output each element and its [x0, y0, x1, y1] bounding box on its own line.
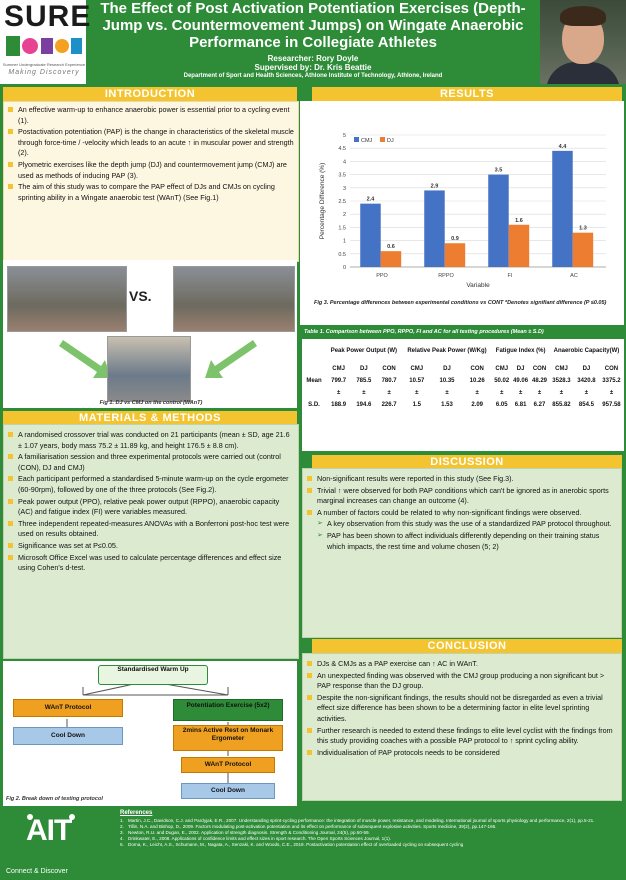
list-item: A familiarisation session and three experimental protocols were carried out (control (CON), DJ and CMJ)	[6, 452, 292, 473]
list-item: Trivial ↑ were observed for both PAP conditions which can't be ignored as in anerobic sports marginal increases can change an outcome (4).	[305, 486, 615, 507]
table-cell: ±	[475, 390, 479, 396]
table-row	[302, 375, 624, 387]
list-item: Three independent repeated-measures ANOVAs with a Bonferroni post-hoc test were used on results obtained.	[6, 519, 292, 540]
table-subheader: CMJ	[410, 366, 424, 372]
reference-item: 3. Newton, R.U. and Dugan, E., 2002. Application of strength diagnosis. Strength & Conditioning Journal, 24(5), pp.50-59.	[120, 830, 370, 835]
y-tick-label: 1.5	[338, 225, 346, 232]
bar	[445, 243, 465, 267]
bar-data-label: 2.4	[366, 196, 375, 203]
list-item: Significance was set at P≤0.05.	[6, 541, 292, 552]
table-cell: ±	[415, 390, 419, 396]
table-row	[302, 387, 624, 399]
list-item: Postactivation potentiation (PAP) is the change in characteristics of the skeletal muscle through force-time / -velocity which leads to an acute ↑ in muscular power and strength (2).	[6, 127, 294, 159]
discussion-panel	[302, 468, 622, 638]
conclusion-bullets	[303, 654, 621, 758]
list-item: Non-significant results were reported in this study (See Fig.3).	[305, 474, 615, 485]
table-1-caption: Table 1. Comparison between PPO, RPPO, FI and AC for all testing procedures (Mean ± S.D)	[304, 329, 544, 335]
bar	[381, 251, 401, 267]
results-figure	[300, 101, 624, 325]
reference-item: 2. Tillin, N.A. and Bishop, D., 2009. Factors modulating post-activation potentiation and its effect on performance of subsequent explosive activities. Sports medicine, 39(2), pp.147-166.	[120, 824, 497, 829]
flow-active-rest: 2mins Active Rest on Monark Ergometer	[173, 725, 283, 751]
y-axis-label: Percentage Difference (%)	[319, 162, 326, 240]
list-item: Individualisation of PAP protocols needs to be considered	[305, 748, 615, 759]
x-tick-label: RPPO	[438, 273, 454, 279]
list-item: A randomised crossover trial was conducted on 21 participants (mean ± SD, age 21.6 ± 1.07 years, body mass 75.2 ± 11.89 kg, and height 176.5 ± 8.8 cm).	[6, 430, 292, 451]
y-tick-label: 1	[342, 238, 346, 245]
x-tick-label: FI	[507, 273, 513, 279]
list-item: An effective warm-up to enhance anaerobic power is essential prior to a cycling event (1).	[6, 105, 294, 126]
researcher-photo	[540, 0, 626, 84]
table-group-header: Fatigue Index (%)	[495, 348, 546, 354]
bar-data-label: 0.6	[387, 244, 395, 251]
ait-tagline: Connect & Discover	[6, 868, 68, 875]
table-cell: 48.29	[531, 378, 547, 384]
sure-logo-subtitle: Making Discovery	[8, 69, 80, 76]
bar	[573, 233, 593, 267]
bar-data-label: 0.9	[451, 236, 459, 243]
legend-swatch	[354, 137, 359, 142]
table-subheader: CON	[604, 366, 619, 372]
table-cell: 3420.8	[577, 378, 596, 384]
bar	[488, 175, 508, 267]
table-cell: 3375.2	[602, 378, 621, 384]
y-tick-label: 4	[342, 159, 346, 166]
list-item: ➢ A key observation from this study was the use of a standardized PAP protocol throughout.	[317, 519, 612, 529]
introduction-panel	[3, 101, 299, 262]
bar-data-label: 4.4	[558, 143, 567, 150]
y-tick-label: 2.5	[338, 199, 346, 205]
y-tick-label: 0	[342, 265, 346, 271]
table-cell: 799.7	[331, 378, 347, 384]
table-corner	[302, 339, 326, 363]
table-subheader: DJ	[443, 366, 451, 372]
bar	[424, 190, 444, 267]
sure-logo-icons	[4, 34, 84, 60]
table-cell: ±	[537, 390, 542, 396]
discussion-bullets	[303, 469, 621, 518]
bar	[509, 225, 529, 267]
figure-1	[3, 260, 297, 408]
legend-label: CMJ	[361, 138, 373, 144]
table-cell: ±	[559, 390, 564, 396]
figure-2-caption: Fig 2. Break down of testing protocol	[6, 796, 103, 802]
flow-warmup: Standardised Warm Up	[98, 665, 208, 685]
table-row-label	[302, 387, 326, 399]
table-cell: 194.6	[356, 402, 372, 408]
table-group-header: Peak Power Output (W)	[330, 348, 398, 354]
table-subheader: CMJ	[332, 366, 345, 372]
list-item: ➢ PAP has been shown to affect individuals differently depending on their training status which impacts, the rest time and volume chosen (5; 2)	[317, 530, 600, 551]
y-tick-label: 5	[342, 133, 346, 139]
department: Department of Sport and Health Sciences, Athlone Institute of Technology, Athlone, Ireland	[183, 73, 443, 79]
table-cell: ±	[500, 390, 504, 396]
flow-want-right: WAnT Protocol	[181, 757, 275, 773]
table-subheader-row	[302, 363, 624, 375]
table-subheader: DJ	[360, 366, 368, 372]
wingate-photo	[107, 336, 191, 402]
list-item: Plyometric exercises like the depth jump (DJ) and countermovement jump (CMJ) are used as methods of inducing PAP (3).	[6, 160, 294, 181]
table-cell: ±	[609, 390, 614, 396]
flow-cooldown-left: Cool Down	[13, 727, 123, 745]
table-cell: 957.58	[602, 402, 621, 408]
bar	[552, 151, 572, 267]
y-tick-label: 2	[342, 212, 346, 219]
table-group-header: Relative Peak Power (W/Kg)	[407, 348, 487, 354]
table-row	[302, 399, 624, 411]
table-cell: 49.06	[513, 378, 529, 384]
conclusion-panel	[302, 653, 622, 801]
table-cell: 854.5	[578, 402, 594, 408]
bar-data-label: 1.3	[579, 225, 587, 232]
researcher-name: Researcher: Rory Doyle	[267, 54, 359, 63]
table-cell: ±	[362, 390, 366, 396]
poster-title: The Effect of Post Activation Potentiation Exercises (Depth-Jump vs. Countermovement Jumps) on Wingate Anaerobic Performance in Collegiate Athletes	[100, 0, 526, 51]
table-group-header: Anaerobic Capacity(W)	[553, 348, 620, 354]
flow-want-left: WAnT Protocol	[13, 699, 123, 717]
methods-heading: MATERIALS & METHODS	[3, 411, 297, 425]
table-cell: ±	[387, 390, 391, 396]
y-tick-label: 4.5	[338, 146, 346, 153]
x-axis-label: Variable	[466, 282, 490, 289]
introduction-heading: INTRODUCTION	[3, 87, 297, 101]
table-cell: 780.7	[381, 378, 397, 384]
y-tick-label: 3	[342, 185, 346, 192]
results-table	[302, 339, 624, 451]
table-cell: 855.82	[552, 402, 571, 408]
table-row-label: Mean	[306, 378, 322, 384]
y-tick-label: 3.5	[338, 172, 346, 179]
y-tick-label: 0.5	[338, 251, 346, 258]
table-cell: 10.57	[409, 378, 425, 384]
methods-panel	[3, 424, 299, 659]
bar-chart	[300, 101, 624, 301]
table-row-label: S.D.	[308, 402, 320, 408]
bar-data-label: 1.6	[515, 217, 523, 224]
table-subheader: CON	[382, 366, 396, 372]
table-subheader: DJ	[582, 366, 591, 372]
list-item: An unexpected finding was observed with the CMJ group producing a non significant but > PAP response than the DJ group.	[305, 671, 615, 692]
introduction-bullets	[4, 102, 298, 203]
figure-3-caption: Fig 3. Percentage differences between experimental conditions vs CONT *Denotes signifiant difference (P ≤0.05)	[314, 300, 607, 306]
table-cell: 6.81	[514, 402, 527, 408]
legend-swatch	[380, 137, 385, 142]
table-subheader: CMJ	[495, 366, 509, 372]
references-list	[120, 818, 620, 848]
list-item: Peak power output (PPO), relative peak power output (RPPO), anaerobic capacity (AC) and fatigue index (FI) were variables measured.	[6, 497, 292, 518]
x-tick-label: AC	[570, 273, 578, 279]
reference-item: 1. Martin, J.C., Davidson, C.J. and Pardyjak, E.R., 2007. Understanding sprint-cycling performance: the integration of muscle power, resistance, and modeling. International journal of sports physiology and performance, 2(1), pp.5-21.	[120, 818, 595, 823]
table-cell: 6.05	[495, 402, 508, 408]
table-cell: 2.09	[471, 402, 484, 408]
table-cell: 3528.3	[552, 378, 571, 384]
cmj-photo	[173, 266, 295, 332]
discussion-heading: DISCUSSION	[312, 455, 622, 469]
list-item: Each participant performed a standardised 5-minute warm-up on the cycle ergometer (60-90rpm), followed by one of the three protocols (See Fig.2).	[6, 474, 292, 495]
reference-item: 5. Doma, K., Leicht, A.S., Schumann, M., Nagata, A., Senzaki, K. and Woods, C.E., 2019. Postactivation potentiation effect of overloaded cycling on subsequent cycling	[120, 842, 464, 847]
bar-data-label: 2.9	[430, 183, 439, 190]
list-item: Despite the non-significant findings, the results should not be disregarded as even a trivial effect size difference has been shown to be a determining factor in elite level sprinting activities.	[305, 693, 615, 725]
table-cell: 50.02	[494, 378, 510, 384]
list-item: The aim of this study was to compare the PAP effect of DJs and CMJs on cycling sprinting ability in a Wingate anaerobic test (WAnT) (See Fig.1)	[6, 182, 294, 203]
figure-2	[3, 661, 297, 806]
table-cell: 1.53	[441, 402, 453, 408]
sure-logo-tagline: Summer Undergraduate Research Experience	[2, 62, 86, 67]
list-item: A number of factors could be related to why non-significant findings were observed.	[305, 508, 615, 519]
conclusion-heading: CONCLUSION	[312, 639, 622, 653]
sure-logo-text: SURE	[4, 0, 92, 33]
table-cell: ±	[336, 390, 341, 396]
dj-photo	[7, 266, 127, 332]
table-cell: ±	[518, 390, 523, 396]
legend-label: DJ	[387, 138, 394, 144]
ait-logo: AIT	[26, 814, 72, 847]
discussion-sub-bullets	[303, 519, 621, 552]
x-tick-label: PPO	[376, 273, 388, 279]
methods-bullets	[4, 425, 298, 574]
flow-cooldown-right: Cool Down	[181, 783, 275, 799]
table-cell: 10.26	[469, 378, 485, 384]
bar-data-label: 3.5	[494, 167, 503, 174]
table-cell: ±	[445, 390, 449, 396]
results-heading: RESULTS	[312, 87, 622, 101]
sure-logo	[0, 0, 92, 84]
figure-1-caption: Fig 1. DJ vs CMJ on the control (WAnT)	[99, 400, 203, 406]
table-subheader: CON	[470, 366, 484, 372]
table-subheader: CMJ	[555, 366, 568, 372]
flow-potentiation: Potentiation Exercise (5x2)	[173, 699, 283, 721]
references-title: References	[120, 810, 153, 816]
table-cell: ±	[584, 390, 589, 396]
vs-label: VS.	[129, 288, 152, 304]
table-cell: 6.27	[533, 402, 546, 408]
list-item: Microsoft Office Excel was used to calculate percentage differences and effect size using Cohen's d-test.	[6, 553, 292, 574]
supervisor-name: Supervised by: Dr. Kris Beattie	[254, 63, 372, 72]
table-cell: 1.5	[412, 402, 421, 408]
bar	[360, 204, 380, 267]
table-cell: 785.5	[356, 378, 372, 384]
list-item: DJs & CMJs as a PAP exercise can ↑ AC in WAnT.	[305, 659, 615, 670]
table-cell: 188.9	[331, 402, 347, 408]
list-item: Further research is needed to extend these findings to elite level cyclist with the findings from this study providing coaches with a possible PAP protocol to ↑ sprint cycling ability.	[305, 726, 615, 747]
table-cell: 226.7	[381, 402, 397, 408]
table-cell: 10.35	[439, 378, 455, 384]
table-subheader: CON	[532, 366, 547, 372]
table-subheader: DJ	[516, 366, 525, 372]
reference-item: 4. Drinkwater, E., 2008. Applications of confidence limits and effect sizes in sport research. The Open Sports Sciences Journal, 1(1).	[120, 836, 392, 841]
